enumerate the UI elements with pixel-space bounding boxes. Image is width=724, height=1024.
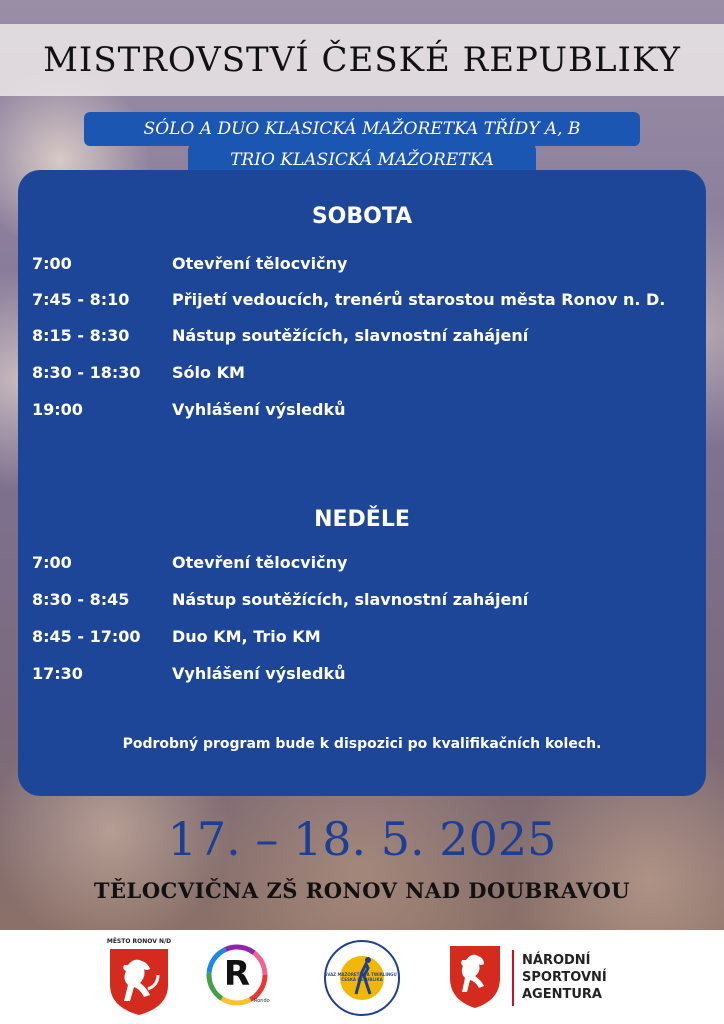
nsa-line-1: NÁRODNÍ xyxy=(522,953,591,968)
rondo-r-logo xyxy=(206,944,272,1010)
schedule-row xyxy=(18,254,706,278)
sunday-heading: NEDĚLE xyxy=(314,507,410,532)
schedule-time: 8:45 - 17:00 xyxy=(32,627,141,646)
lion-crest-icon xyxy=(446,942,504,1012)
schedule-time: 8:15 - 8:30 xyxy=(32,326,130,345)
schedule-time: 7:00 xyxy=(32,254,72,273)
schedule-time: 19:00 xyxy=(32,400,83,419)
schedule-desc: Otevření tělocvičny xyxy=(172,553,348,572)
town-logo-caption: MĚSTO RONOV N/D xyxy=(106,938,172,945)
subtitle-line-2: TRIO KLASICKÁ MAŽORETKA xyxy=(188,144,536,176)
schedule-desc: Otevření tělocvičny xyxy=(172,254,348,273)
event-date: 17. – 18. 5. 2025 xyxy=(167,812,557,866)
svaz-logo-text: SVAZ MAŽORETEK A TWIRLINGU · ČESKÁ REPUBLIKA xyxy=(324,972,400,982)
svaz-mazoretek-logo xyxy=(322,938,402,1018)
schedule-row xyxy=(18,326,706,350)
schedule-desc: Duo KM, Trio KM xyxy=(172,627,321,646)
program-note: Podrobný program bude k dispozici po kvalifikačních kolech. xyxy=(122,736,602,752)
nsa-divider xyxy=(512,950,514,1006)
town-ronov-logo xyxy=(104,938,174,1020)
schedule-row xyxy=(18,627,706,651)
r-logo-caption: Rondo xyxy=(254,998,270,1004)
schedule-time: 8:30 - 8:45 xyxy=(32,590,130,609)
schedule-time: 8:30 - 18:30 xyxy=(32,363,141,382)
schedule-row xyxy=(18,590,706,614)
r-logo-letter: R xyxy=(223,954,251,994)
schedule-row xyxy=(18,553,706,577)
schedule-row xyxy=(18,290,706,314)
schedule-desc: Nástup soutěžících, slavnostní zahájení xyxy=(172,326,529,345)
schedule-row xyxy=(18,400,706,424)
event-venue: TĚLOCVIČNA ZŠ RONOV NAD DOUBRAVOU xyxy=(93,878,631,903)
schedule-time: 7:00 xyxy=(32,553,72,572)
schedule-row xyxy=(18,363,706,387)
nsa-name xyxy=(522,952,607,1003)
schedule-time: 7:45 - 8:10 xyxy=(32,290,130,309)
title-band xyxy=(0,24,724,96)
saturday-heading: SOBOTA xyxy=(311,204,413,229)
lion-crest-icon xyxy=(104,945,174,1017)
schedule-desc: Sólo KM xyxy=(172,363,245,382)
schedule-desc: Vyhlášení výsledků xyxy=(172,400,346,419)
footer-logos xyxy=(0,930,724,1024)
schedule-row xyxy=(18,664,706,688)
schedule-desc: Přijetí vedoucích, trenérů starostou města Ronov n. D. xyxy=(172,290,666,309)
schedule-desc: Nástup soutěžících, slavnostní zahájení xyxy=(172,590,529,609)
schedule-desc: Vyhlášení výsledků xyxy=(172,664,346,683)
nsa-crest-logo xyxy=(446,942,504,1012)
schedule-time: 17:30 xyxy=(32,664,83,683)
page-title: MISTROVSTVÍ ČESKÉ REPUBLIKY xyxy=(43,40,681,80)
subtitle-line-1: SÓLO A DUO KLASICKÁ MAŽORETKA TŘÍDY A, B xyxy=(84,112,640,146)
schedule-panel xyxy=(18,170,706,796)
nsa-line-3: AGENTURA xyxy=(522,987,602,1002)
nsa-line-2: SPORTOVNÍ xyxy=(522,970,607,985)
